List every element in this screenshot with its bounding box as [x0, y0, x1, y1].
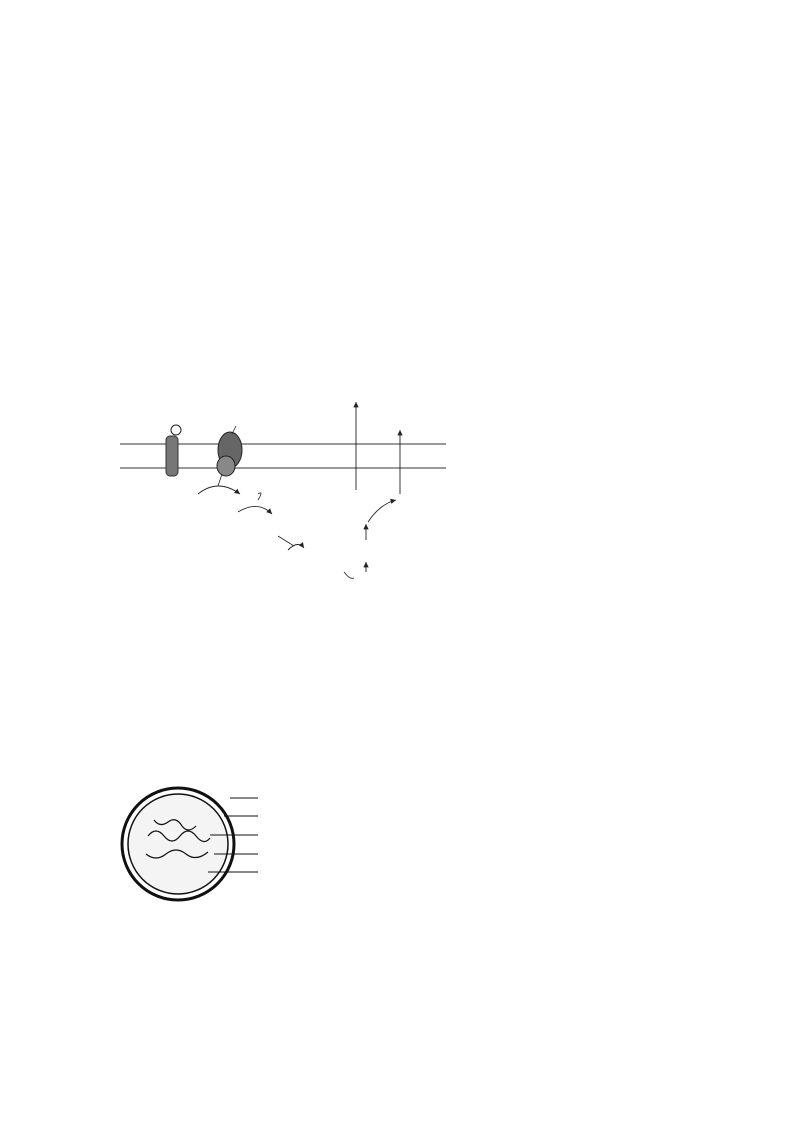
lipolysis-figure [118, 382, 448, 610]
mycoplasma-figure [118, 780, 328, 912]
glucagon-molecule [171, 425, 181, 435]
mycoplasma-diagram [118, 780, 328, 908]
adenylate-cyclase [217, 432, 242, 476]
receptor-protein [166, 436, 178, 476]
lipolysis-diagram [118, 382, 448, 606]
